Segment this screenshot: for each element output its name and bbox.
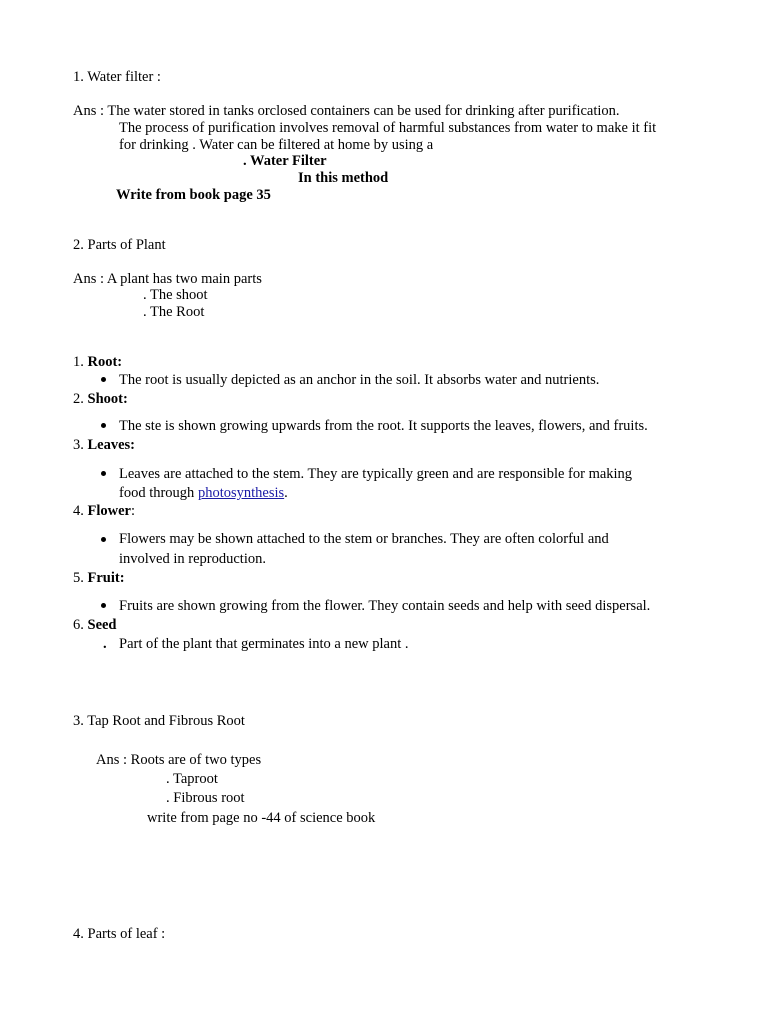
q1-book-reference: Write from book page 35: [116, 187, 271, 203]
photosynthesis-link[interactable]: photosynthesis: [197, 485, 285, 501]
leaves-description-line-2: [119, 485, 288, 502]
q1-method: In this method: [298, 170, 389, 186]
flower-title-colon: :: [130, 503, 136, 519]
seed-heading: [73, 617, 117, 634]
flower-description-line-2: involved in reproduction.: [119, 551, 266, 567]
flower-description-line-1: Flowers may be shown attached to the stem or branches. They are often colorful and: [119, 531, 609, 547]
q1-answer-line-1: Ans : The water stored in tanks orclosed containers can be used for drinking after purification.: [73, 103, 620, 119]
root-description: The root is usually depicted as an anchor in the soil. It absorbs water and nutrients.: [119, 372, 600, 388]
seed-title: Seed: [87, 617, 117, 633]
q2-heading: 2. Parts of Plant: [73, 237, 166, 253]
q2-part-shoot: . The shoot: [143, 287, 208, 303]
root-number: 1.: [73, 354, 88, 370]
flower-number: 4.: [73, 503, 88, 519]
shoot-heading: [73, 391, 128, 408]
q4-heading: 4. Parts of leaf :: [73, 926, 166, 942]
bullet-icon: [101, 423, 106, 428]
q1-answer-line-2: The process of purification involves removal of harmful substances from water to make it fit: [119, 120, 657, 136]
q2-answer: Ans : A plant has two main parts: [73, 271, 262, 287]
leaves-text-post: .: [284, 485, 288, 501]
root-heading: [73, 354, 122, 371]
fruit-description: Fruits are shown growing from the flower. They contain seeds and help with seed dispersal.: [119, 598, 651, 614]
leaves-heading: [73, 437, 135, 454]
fruit-heading: [73, 570, 125, 587]
leaves-description-line-1: Leaves are attached to the stem. They are typically green and are responsible for making: [119, 466, 633, 482]
q3-answer: Ans : Roots are of two types: [96, 752, 262, 768]
leaves-number: 3.: [73, 437, 88, 453]
q1-water-filter: . Water Filter: [243, 153, 327, 169]
q3-type-fibrous: . Fibrous root: [166, 790, 245, 806]
leaves-text-pre: food through: [119, 485, 198, 501]
leaves-title: Leaves:: [87, 437, 136, 453]
flower-title: Flower: [87, 503, 131, 519]
q3-book-reference: write from page no -44 of science book: [147, 810, 376, 826]
q2-part-root: . The Root: [143, 304, 205, 320]
seed-description: Part of the plant that germinates into a new plant .: [119, 636, 409, 652]
bullet-icon: [101, 377, 106, 382]
seed-dot: .: [103, 636, 107, 652]
bullet-icon: [101, 537, 106, 542]
fruit-title: Fruit:: [87, 570, 125, 586]
shoot-title: Shoot:: [87, 391, 128, 407]
q3-type-taproot: . Taproot: [166, 771, 218, 787]
bullet-icon: [101, 471, 106, 476]
bullet-icon: [101, 603, 106, 608]
shoot-description: The ste is shown growing upwards from the root. It supports the leaves, flowers, and fruits.: [119, 418, 648, 434]
q3-heading: 3. Tap Root and Fibrous Root: [73, 713, 245, 729]
root-title: Root:: [87, 354, 123, 370]
flower-heading: [73, 503, 135, 520]
q1-answer-line-3: for drinking . Water can be filtered at home by using a: [119, 137, 434, 153]
seed-number: 6.: [73, 617, 88, 633]
fruit-number: 5.: [73, 570, 88, 586]
q1-heading: 1. Water filter :: [73, 69, 161, 85]
shoot-number: 2.: [73, 391, 88, 407]
